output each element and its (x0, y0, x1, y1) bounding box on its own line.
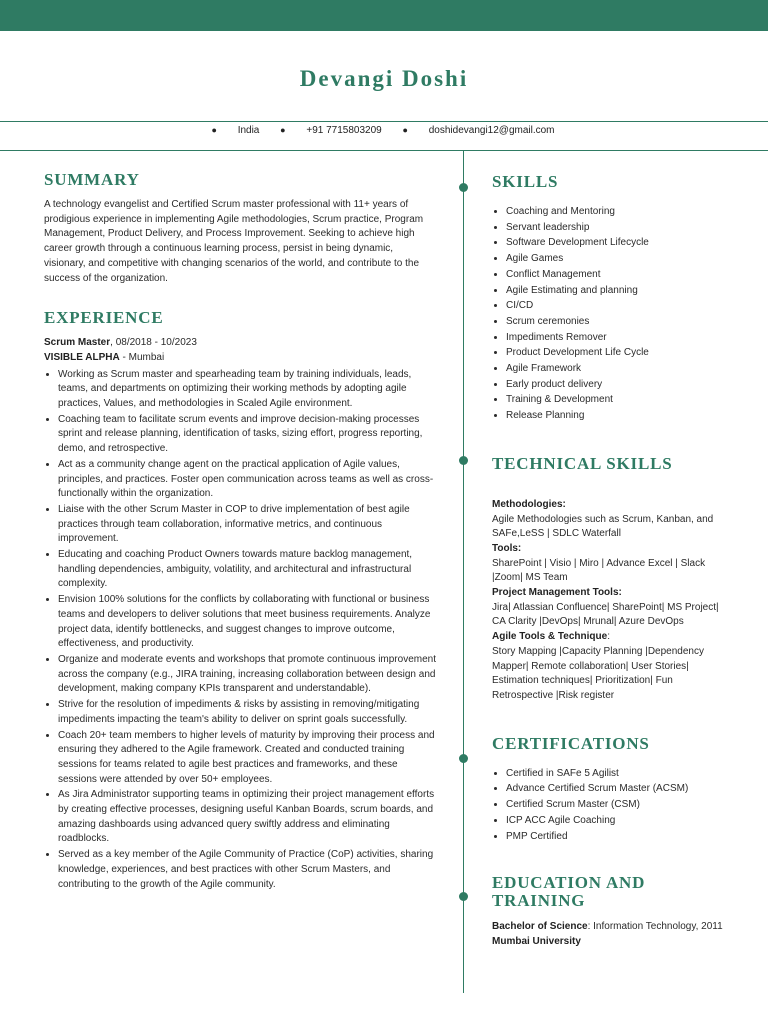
list-item: • Coaching team to facilitate scrum events and improve decision-making processes sprint and release planning, identification of tasks, sizing effort, progress reporting, demo, and retrospective. (58, 412, 436, 457)
list-item: • Coach 20+ team members to higher levels of maturity by improving their process and ensuring they adhered to the Agile framework. Created and conducted training sessions for teams related to agile best practices and frameworks, and these sessions were attended by over 50+ employees. (58, 728, 436, 788)
technical-skills-heading: TECHNICAL SKILLS (492, 453, 673, 473)
list-item: • Impediments Remover (506, 330, 732, 346)
left-column (44, 170, 436, 892)
list-item: • PMP Certified (506, 829, 732, 845)
tech-group-label: Methodologies: (492, 498, 566, 510)
timeline-dot (459, 456, 468, 465)
tech-group-text: Jira| Atlassian Confluence| SharePoint| MS Project| CA Clarity |DevOps| Mrunal| Azure DevOps (492, 601, 719, 628)
tech-group-label: Agile Tools & Technique: (492, 631, 610, 643)
list-item: • Advance Certified Scrum Master (ACSM) (506, 781, 732, 797)
header-divider-bottom (0, 150, 768, 151)
list-item: • ICP ACC Agile Coaching (506, 813, 732, 829)
email-link[interactable]: doshidevangi12@gmail.com (428, 125, 555, 136)
timeline-dot (459, 754, 468, 763)
list-item: • Served as a key member of the Agile Community of Practice (CoP) activities, sharing knowledge, experiences, and best practices with other Scrum Masters, and contributing to the growth of the Agile community. (58, 847, 436, 892)
job-dates: , 08/2018 - 10/2023 (110, 337, 197, 349)
list-item: • Agile Estimating and planning (506, 283, 732, 299)
list-item: • Envision 100% solutions for the conflicts by collaborating with functional or business teams and developers to deliver solutions that meet business requirements. Analyze project data, identify bottlenecks, and suggest changes to improve outcome, effectiveness, and productivity. (58, 592, 436, 652)
bullet-icon: ● (402, 125, 408, 135)
job-line (44, 336, 436, 351)
contact-line (0, 125, 768, 136)
skills-list (492, 204, 732, 424)
technical-skills-body (492, 498, 732, 704)
list-item: • Act as a community change agent on the practical application of Agile values, principles, and practices. Foster open communication across teams as well as cross-functionally within the organization. (58, 457, 436, 502)
list-item: • Software Development Lifecycle (506, 235, 732, 251)
experience-section (44, 308, 436, 892)
list-item: • As Jira Administrator supporting teams in optimizing their project management efforts by creating effective processes, designing useful Kanban Boards, scrum boards, and amazing dashboards using advanced query swiftly address and eliminating roadblocks. (58, 787, 436, 847)
tech-group-label: Tools: (492, 542, 522, 554)
summary-heading: SUMMARY (44, 170, 140, 189)
list-item: • Organize and moderate events and workshops that promote continuous improvement across the company (e.g., JIRA training, increasing collaboration between design and development, making company KPIs transparent and understandable). (58, 652, 436, 697)
skills-heading: SKILLS (492, 172, 559, 191)
list-item: • Strive for the resolution of impediments & risks by assisting in removing/mitigating impediments impacting the team's ability to deliver on sprint goals successfully. (58, 697, 436, 727)
list-item: • Coaching and Mentoring (506, 204, 732, 220)
tech-group-text: Story Mapping |Capacity Planning |Dependency Mapper| Remote collaboration| User Stories| Estimation techniques| Prioritization| Fun Retrospective |Risk register (492, 645, 704, 701)
phone-text[interactable]: +91 7715803209 (306, 125, 382, 136)
right-column (492, 172, 732, 950)
list-item: • Conflict Management (506, 267, 732, 283)
certifications-list (492, 766, 732, 845)
list-item: • Agile Framework (506, 361, 732, 377)
degree-name: Bachelor of Science (492, 921, 588, 933)
education-section (492, 874, 732, 949)
candidate-name: Devangi Doshi (299, 66, 469, 91)
list-item: • Servant leadership (506, 220, 732, 236)
summary-text: A technology evangelist and Certified Scrum master professional with 11+ years of prodigious experience in implementing Agile methodologies, Scrum practice, Program Management, Product Delivery, and Process Improvement. Seeking to achieve high career growth through a continuous learning process, persist in being dynamic, visionary, and competitive with changing scenarios of the world, and contribute to the success of the organization. (44, 199, 424, 284)
list-item: • Working as Scrum master and spearheading team by training individuals, leads, teams, and departments on optimizing their working methods by adopting agile practices, Values, and methodologies in Scaled Agile environment. (58, 367, 436, 412)
timeline-dot (459, 892, 468, 901)
education-heading: EDUCATION AND TRAINING (492, 873, 646, 911)
summary-section (44, 170, 436, 286)
certifications-section (492, 734, 732, 845)
list-item: • Agile Games (506, 251, 732, 267)
location-text: India (237, 125, 260, 136)
list-item: • Educating and coaching Product Owners towards mature backlog management, handling dependencies, ambiguity, volatility, and architectural and infrastructural complexity. (58, 547, 436, 592)
job-title: Scrum Master (44, 337, 111, 349)
list-item: • Certified Scrum Master (CSM) (506, 797, 732, 813)
company-name: VISIBLE ALPHA (44, 351, 120, 363)
technical-skills-section (492, 454, 732, 704)
column-divider (463, 151, 464, 993)
list-item: • Certified in SAFe 5 Agilist (506, 766, 732, 782)
header-bar (0, 0, 768, 31)
experience-heading: EXPERIENCE (44, 308, 164, 328)
list-item: • Liaise with the other Scrum Master in COP to drive implementation of best agile practices through team collaboration, informative metrics, and continuous improvement. (58, 502, 436, 547)
tech-group-text: SharePoint | Visio | Miro | Advance Excel | Slack |Zoom| MS Team (492, 557, 706, 584)
list-item: • Training & Development (506, 392, 732, 408)
company-location: - Mumbai (119, 351, 165, 363)
list-item: • Product Development Life Cycle (506, 345, 732, 361)
list-item: • CI/CD (506, 298, 732, 314)
bullet-icon: ● (211, 125, 217, 135)
school-name: Mumbai University (492, 935, 581, 947)
header-divider-top (0, 121, 768, 122)
skills-section (492, 172, 732, 424)
company-line (44, 351, 436, 366)
timeline-dot (459, 183, 468, 192)
school-line (492, 935, 732, 950)
list-item: • Early product delivery (506, 377, 732, 393)
tech-group-label: Project Management Tools: (492, 587, 622, 599)
bullet-icon: ● (280, 125, 286, 135)
degree-line (492, 920, 732, 935)
experience-list (44, 367, 436, 893)
list-item: • Release Planning (506, 408, 732, 424)
list-item: • Scrum ceremonies (506, 314, 732, 330)
certifications-heading: CERTIFICATIONS (492, 733, 650, 753)
degree-field: : Information Technology, 2011 (587, 921, 723, 933)
tech-group-text: Agile Methodologies such as Scrum, Kanban, and SAFe,LeSS | SDLC Waterfall (492, 513, 714, 540)
